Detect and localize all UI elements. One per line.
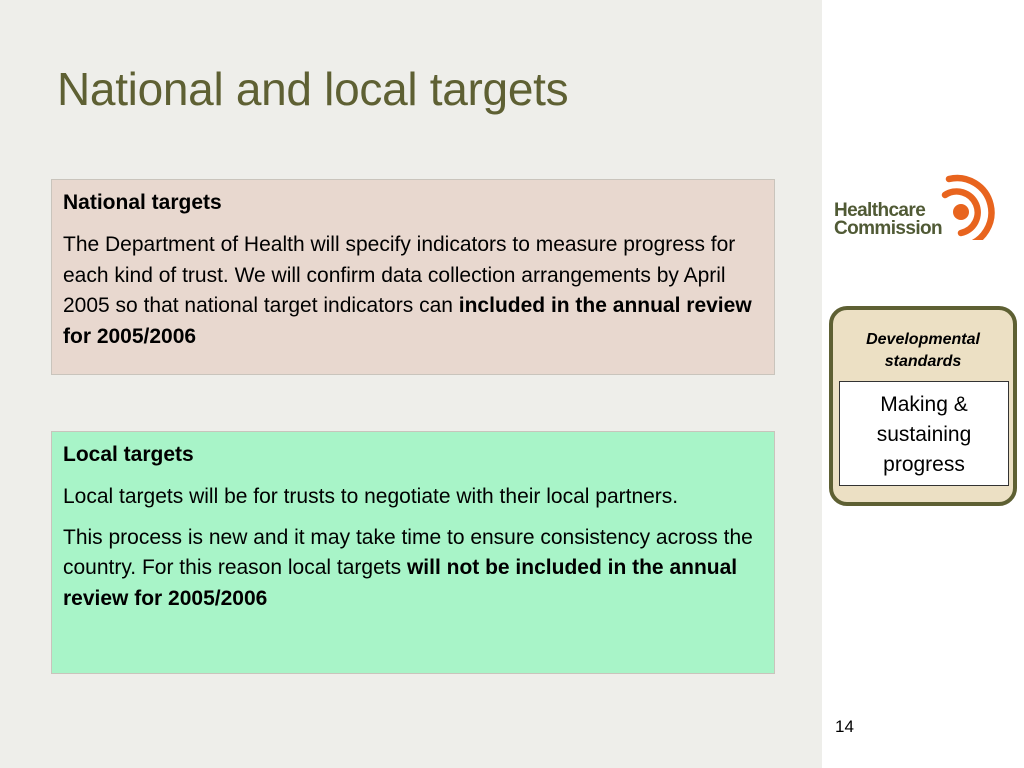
logo-text-line1: Healthcare	[834, 200, 926, 221]
local-targets-box	[51, 431, 775, 674]
healthcare-commission-logo	[833, 170, 1003, 240]
local-para2-bold: will not be included in the annual review for 2005/2006	[63, 556, 738, 610]
dev-inner-line1: Making &	[880, 393, 968, 416]
local-para2-text: This process is new and it may take time to ensure consistency across the country. For this reason local targets	[63, 525, 753, 579]
dev-inner-line3: progress	[883, 453, 965, 476]
slide-title: National and local targets	[57, 63, 569, 115]
local-targets-para1: Local targets will be for trusts to negotiate with their local partners.	[63, 485, 679, 508]
developmental-standards-title	[833, 329, 1013, 373]
local-targets-heading: Local targets	[63, 443, 194, 466]
dev-title-line2: standards	[884, 353, 962, 370]
making-sustaining-progress-box	[839, 381, 1009, 486]
page-number: 14	[835, 717, 854, 736]
national-targets-box	[51, 179, 775, 375]
dev-title-line1: Developmental	[866, 331, 980, 348]
dev-inner-line2: sustaining	[876, 423, 972, 446]
developmental-standards-panel	[829, 306, 1017, 506]
national-targets-body	[63, 230, 763, 352]
national-targets-heading: National targets	[63, 191, 222, 214]
national-body-bold: included in the annual review for 2005/2006	[63, 294, 752, 348]
national-body-text: The Department of Health will specify indicators to measure progress for each kind of trust. We will confirm data collection arrangements by April 2005 so that national target indicators can	[63, 233, 736, 317]
local-targets-para2	[63, 523, 763, 615]
logo-text-line2: Commission	[834, 218, 943, 239]
healthcare-commission-mark-icon	[941, 170, 1003, 240]
